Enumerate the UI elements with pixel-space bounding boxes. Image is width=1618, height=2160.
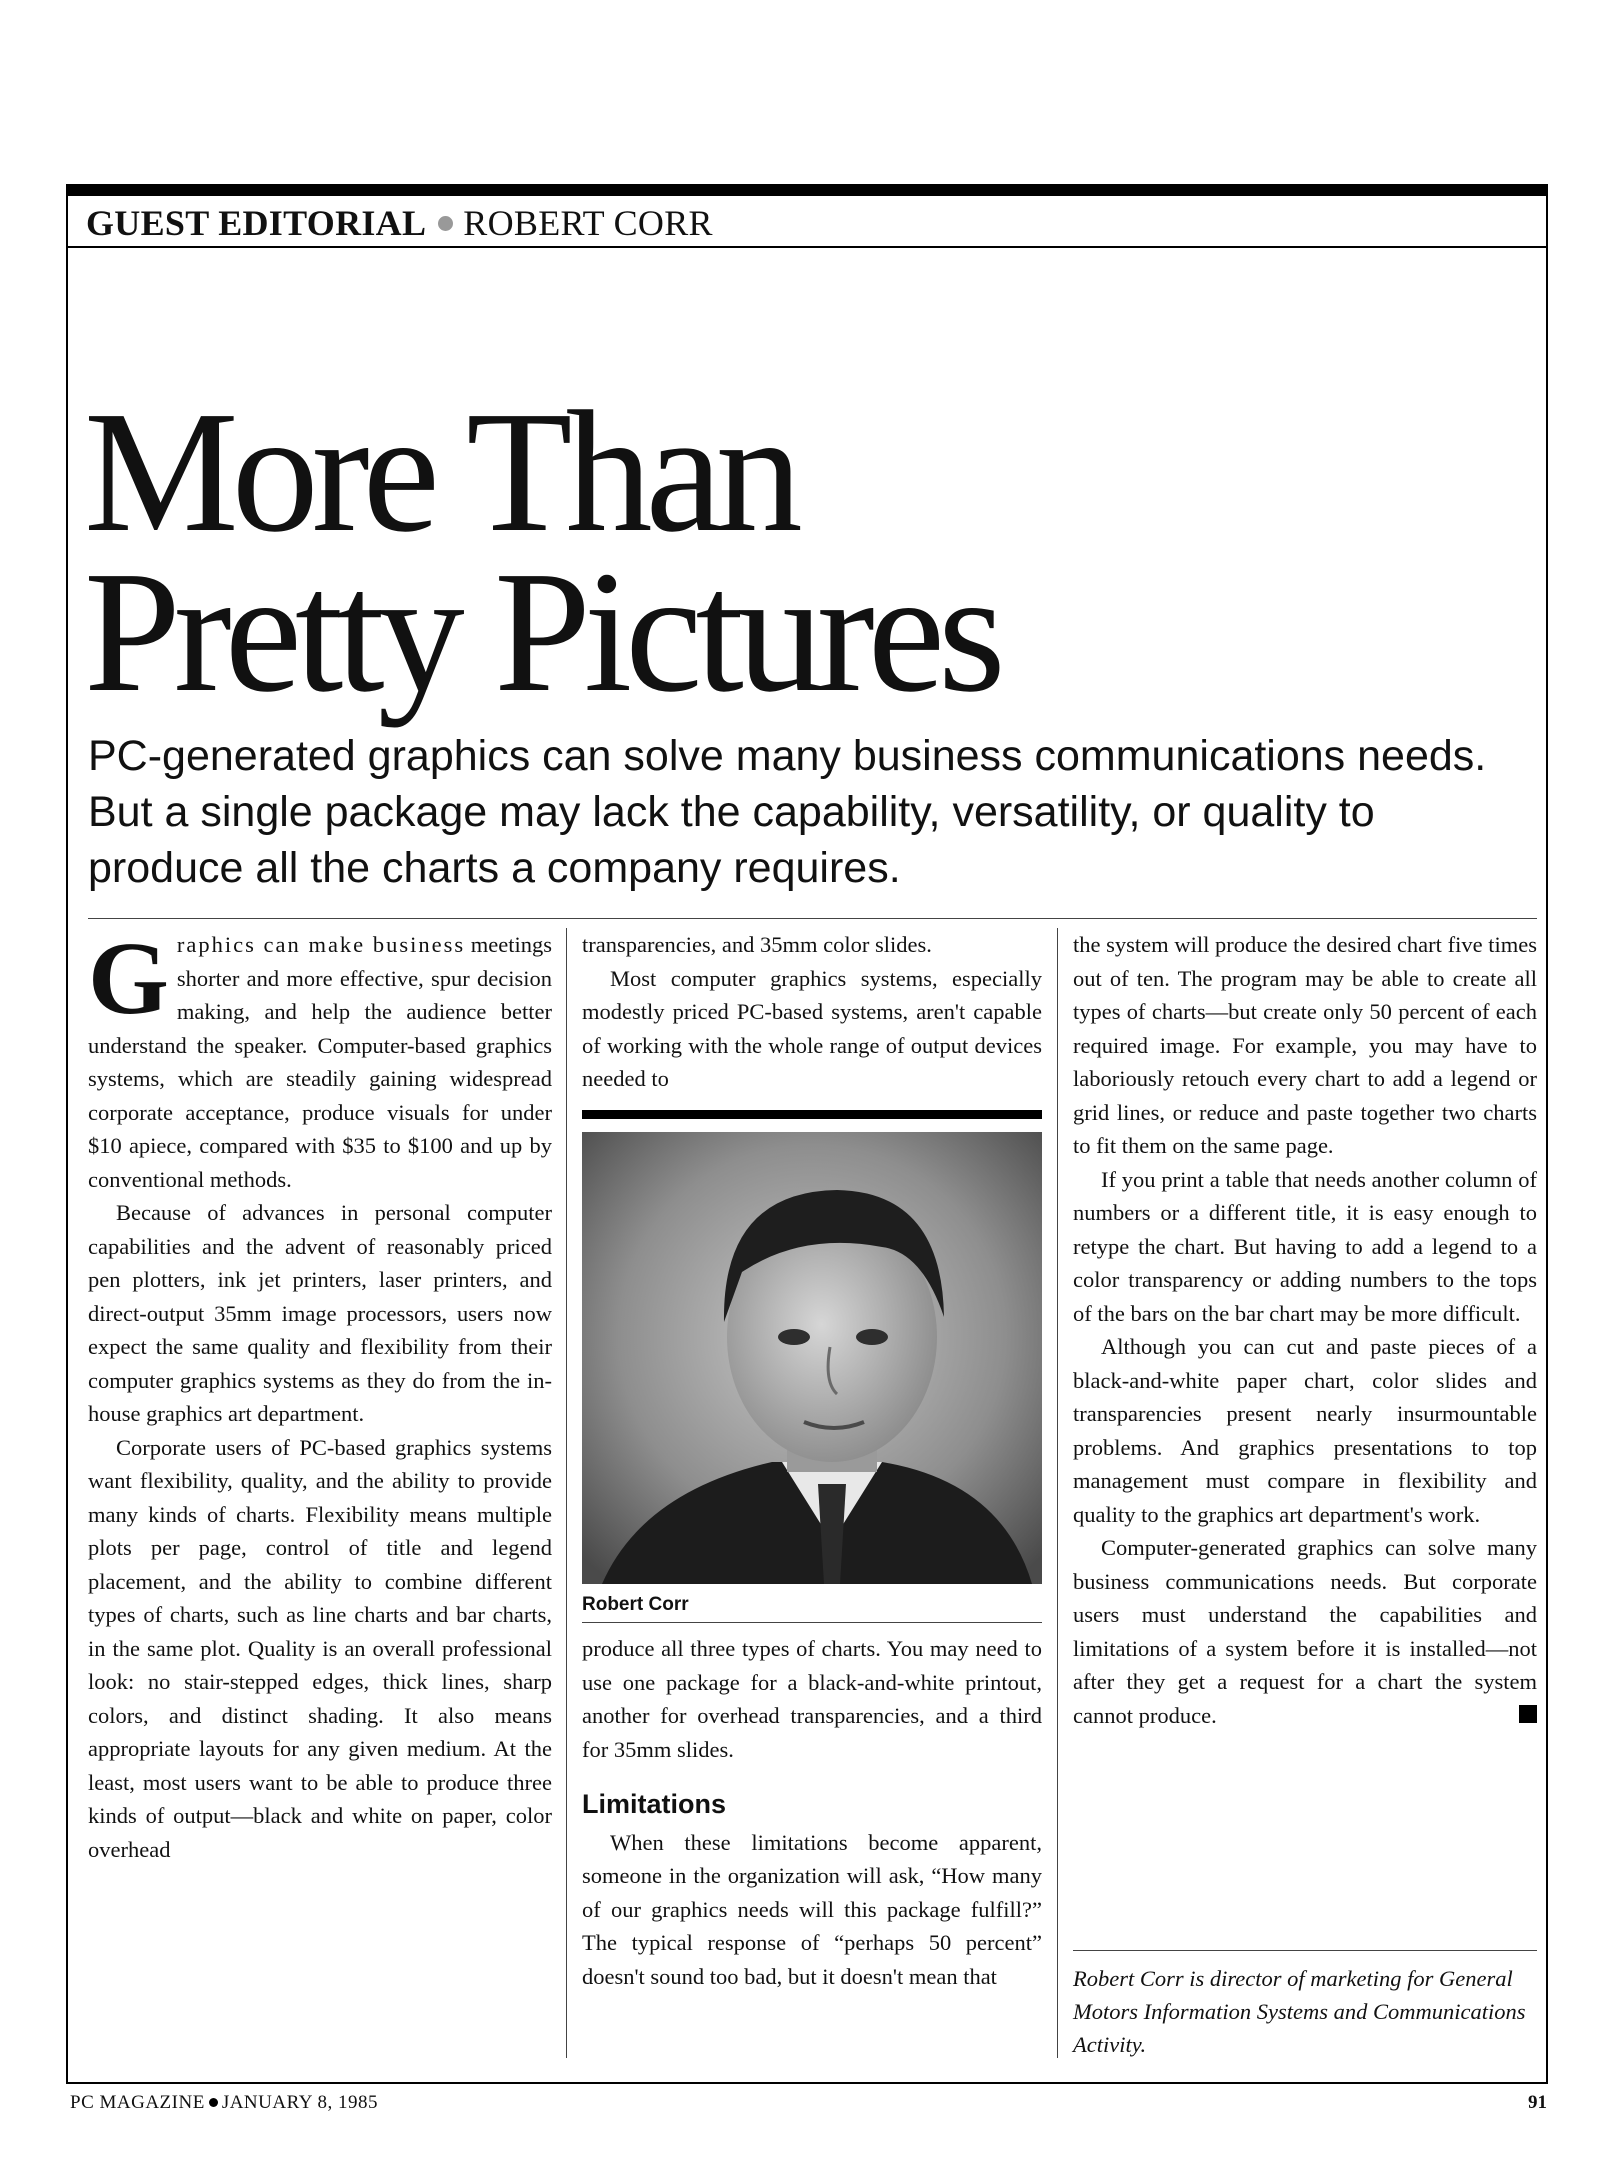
top-rule bbox=[66, 184, 1548, 196]
paragraph: If you print a table that needs another column of numbers or a different title, it is easy enough to retype the chart. But having to add a legend to a color transparency or adding numbers to the tops of the bars on the bar chart may be more difficult. bbox=[1073, 1166, 1537, 1326]
portrait-illustration bbox=[582, 1132, 1042, 1584]
rubric bbox=[86, 202, 713, 244]
end-mark-icon bbox=[1519, 1705, 1537, 1723]
paragraph-text: meetings shorter and more effective, spur decision making, and help the audience better understand the speaker. Computer-based graphics systems, which are steadily gaining widespread corporate acceptance, produce visuals for under $10 apiece, compared with $35 to $100 and up by conventional methods. bbox=[88, 932, 552, 1192]
rubric-section: GUEST EDITORIAL bbox=[86, 203, 427, 243]
publication-name: PC MAGAZINE bbox=[70, 2092, 205, 2113]
rubric-author: ROBERT CORR bbox=[463, 203, 713, 243]
bullet-dot-icon bbox=[209, 2098, 218, 2107]
column-top-rule bbox=[88, 918, 1537, 919]
paragraph: Although you can cut and paste pieces of a black-and-white paper chart, color slides and transparencies present nearly insurmountable problems. And graphics presentations to top management must compare in flexibility and quality to the graphics art department's work. bbox=[1073, 1334, 1537, 1527]
column-2-bottom bbox=[582, 1632, 1042, 1993]
headline bbox=[84, 375, 999, 728]
headline-line-1: More Than bbox=[84, 375, 796, 568]
paragraph: When these limitations become apparent, someone in the organization will ask, “How many of our graphics needs will this package fulfill?” The typical response of “perhaps 50 percent” doesn't sound too bad, but it doesn't mean that bbox=[582, 1829, 1042, 1989]
column-1 bbox=[88, 921, 552, 1866]
footer-publication bbox=[70, 2092, 378, 2114]
bio-rule bbox=[1073, 1950, 1537, 1951]
column-divider-1 bbox=[566, 928, 567, 2058]
paragraph: produce all three types of charts. You may need to use one package for a black-and-white printout, another for overhead transparencies, and a third for 35mm slides. bbox=[582, 1636, 1042, 1762]
dek: PC-generated graphics can solve many business communications needs. But a single package may lack the capability, versatility, or quality to produce all the charts a company requires. bbox=[88, 732, 1487, 892]
column-divider-2 bbox=[1057, 928, 1058, 2058]
photo-caption: Robert Corr bbox=[582, 1594, 1042, 1623]
paragraph-text: Computer-generated graphics can solve many business communications needs. But corporate users must understand the capabilities and limitations of a system before it is installed—not after they get a request for a chart the system cannot produce. bbox=[1073, 1535, 1537, 1728]
author-bio: Robert Corr is director of marketing for General Motors Information Systems and Communications Activity. bbox=[1073, 1966, 1526, 2057]
paragraph: Because of advances in personal computer capabilities and the advent of reasonably priced pen plotters, ink jet printers, laser printers, and direct-output 35mm image processors, users now expect the same quality and flexibility from their computer graphics systems as they do from the in-house graphics art department. bbox=[88, 1200, 552, 1426]
section-subhead: Limitations bbox=[582, 1789, 727, 1819]
photo-top-rule bbox=[582, 1110, 1042, 1119]
paragraph: Corporate users of PC-based graphics systems want flexibility, quality, and the ability to provide many kinds of charts. Flexibility means multiple plots per page, control of title and legend placement, and the ability to combine different types of charts, such as line charts and bar charts, in the same plot. Quality is an overall professional look: no stair-stepped edges, thick lines, sharp colors, and distinct shading. It also means appropriate layouts for any given medium. At the least, most users want to be able to produce three kinds of output—black and white on paper, color overhead bbox=[88, 1434, 552, 1862]
drop-cap: G bbox=[88, 921, 169, 1036]
paragraph: the system will produce the desired chart five times out of ten. The program may be able to create all types of charts—but create only 50 percent of each required image. For example, you may have to laboriously retouch every chart to add a legend or grid lines, or reduce and paste together two charts to fit them on the same page. bbox=[1073, 932, 1537, 1158]
paragraph bbox=[88, 921, 552, 1196]
author-portrait bbox=[582, 1132, 1042, 1584]
rubric-row bbox=[66, 196, 1548, 248]
column-2-top bbox=[582, 928, 1042, 1096]
issue-date: JANUARY 8, 1985 bbox=[221, 2092, 378, 2113]
headline-line-2: Pretty Pictures bbox=[84, 535, 999, 728]
lead-in: raphics can make business bbox=[176, 932, 466, 957]
paragraph bbox=[1073, 1531, 1537, 1732]
page-number: 91 bbox=[1528, 2092, 1547, 2113]
bullet-dot-icon bbox=[438, 216, 453, 231]
paragraph: transparencies, and 35mm color slides. bbox=[582, 932, 932, 957]
paragraph: Most computer graphics systems, especially modestly priced PC-based systems, aren't capable of working with the whole range of output devices needed to bbox=[582, 965, 1042, 1091]
column-3 bbox=[1073, 928, 1537, 1732]
